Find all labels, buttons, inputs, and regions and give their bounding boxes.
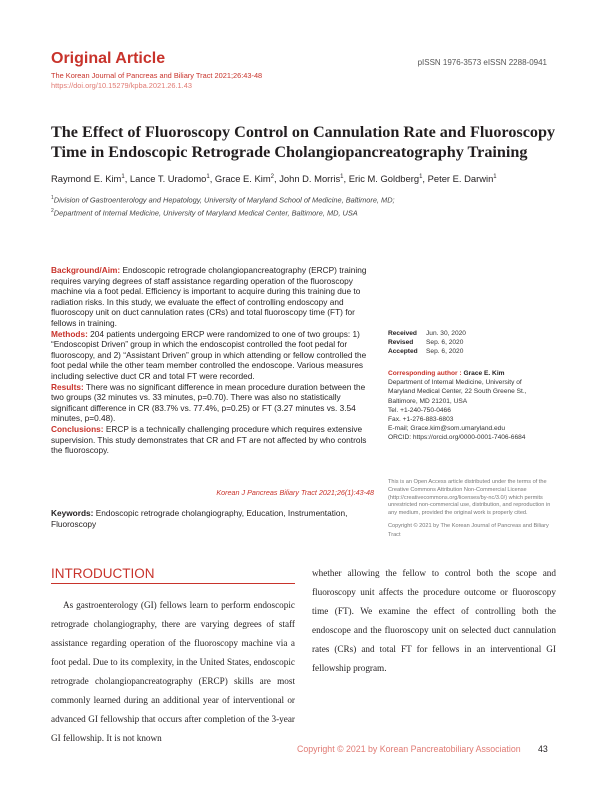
corresponding-line: Department of Internal Medicine, University of bbox=[388, 379, 522, 387]
author-name: Peter E. Darwin bbox=[427, 173, 494, 184]
author-name: Raymond E. Kim bbox=[51, 173, 122, 184]
date-value: Sep. 6, 2020 bbox=[426, 339, 464, 347]
author-affil-sup: 1 bbox=[206, 173, 210, 180]
date-value: Sep. 6, 2020 bbox=[426, 348, 464, 356]
date-label: Accepted bbox=[388, 348, 418, 356]
abstract-results-text: There was no significant difference in mean procedure duration between the two groups (32 minutes vs. 33 minutes, p=0.70). There was also no statistically significant difference in CR (83.7% vs. 77.4%, p=0.25) or FT (3.27 minutes vs. 3.54 minutes, p=0.48). bbox=[51, 381, 366, 424]
affiliation-sup: 2 bbox=[51, 207, 54, 214]
author-name: Grace E. Kim bbox=[214, 173, 271, 184]
corresponding-heading-row bbox=[388, 369, 553, 378]
affiliation-item bbox=[51, 206, 395, 219]
author-list: Raymond E. Kim$^1$, Lance T. Uradomo$^1$, Grace E. Kim$^2$, John D. Morris$^1$, Eric M. Goldberg$^1$, Peter E. Darwin$^1$ bbox=[51, 173, 497, 184]
introduction-paragraph: As gastroenterology (GI) fellows learn to perform endoscopic retrograde cholangiography, there are varying degrees of staff assistance regarding operation of the fluoroscopy machine via a foot pedal. Due to its complexity, in the United States, endoscopic retrograde cholangiopancreatography (ERCP) skills are most commonly learned during an additional year of interventional or advanced GI fellowship that occurs after completion of the 3-year GI fellowship. It is not known bbox=[51, 600, 295, 743]
author-affil-sup: 1 bbox=[419, 173, 423, 180]
corresponding-orcid[interactable]: ORCID: https://orcid.org/0000-0001-7406-6684 bbox=[388, 434, 526, 442]
date-label: Revised bbox=[388, 339, 414, 347]
footer-copyright: Copyright © 2021 by Korean Pancreatobiliary Association bbox=[297, 744, 521, 754]
corresponding-tel: Tel. +1-240-750-0466 bbox=[388, 406, 451, 414]
journal-citation-line: The Korean Journal of Pancreas and Biliary Tract 2021;26:43-48 bbox=[51, 71, 263, 80]
affiliation-sup: 1 bbox=[51, 195, 54, 201]
author-affil-sup: 1 bbox=[121, 173, 125, 180]
corresponding-author bbox=[388, 369, 553, 443]
corresponding-line: Maryland Medical Center, 22 South Greene St., bbox=[388, 388, 527, 396]
abstract-conclusions-label: Conclusions: bbox=[51, 423, 104, 434]
short-citation: Korean J Pancreas Biliary Tract 2021;26(1):43-48 bbox=[216, 488, 374, 497]
date-row-accepted bbox=[388, 347, 553, 356]
date-label: Received bbox=[388, 330, 417, 337]
corresponding-line: Baltimore, MD 21201, USA bbox=[388, 397, 468, 405]
introduction-column-2 bbox=[312, 564, 556, 678]
article-type-label: Original Article bbox=[51, 50, 166, 67]
affiliation-text: Division of Gastroenterology and Hepatology, University of Maryland School of Medicine, Baltimore, MD; bbox=[53, 195, 395, 205]
article-title: The Effect of Fluoroscopy Control on Cannulation Rate and Fluoroscopy Time in Endoscopic Retrograde Cholangiopancreatography Training bbox=[51, 123, 556, 161]
author-affil-sup: 2 bbox=[270, 173, 274, 180]
article-dates bbox=[388, 329, 553, 357]
abstract-background-text: Endoscopic retrograde cholangiopancreatography (ERCP) training requires varying degrees of staff assistance regarding operation of the fluoroscopy machine via a foot pedal. Efficiency is important to acquire during this training due to radiation risks. In this study, we evaluate the effect of controlling endoscopy and fluoroscopy unit on duct cannulation rates (CRs) and total fluoroscopy time (FT) for fellows in training. bbox=[51, 265, 367, 328]
introduction-paragraph: whether allowing the fellow to control both the scope and fluoroscopy unit affects the procedure outcome or fluoroscopy time (FT). We examine the effect of controlling both the endoscope and the fluoroscopy unit on selected duct cannulation rates (CRs) and total FT for fellows in an interventional GI fellowship program. bbox=[312, 568, 556, 673]
abstract bbox=[51, 265, 376, 456]
corresponding-name: Grace E. Kim bbox=[463, 370, 505, 377]
introduction-heading: INTRODUCTION bbox=[51, 566, 155, 581]
abstract-background-label: Background/Aim: bbox=[51, 265, 121, 275]
abstract-results-label: Results: bbox=[51, 381, 84, 392]
abstract-methods-text: 204 patients undergoing ERCP were randomized to one of two groups: 1) “Endoscopist Driven” group in which the endoscopist controlled the foot pedal for fluoroscopy, and 2) “Assistant Driven” group in which attending or fellow controlled the foot pedal while the other team member controlled the endoscope. Various measures including selective duct CR and total FT were recorded. bbox=[51, 328, 367, 381]
journal-copyright: Copyright © 2021 by The Korean Journal of Pancreas and Biliary Tract bbox=[388, 523, 549, 539]
introduction-column-1 bbox=[51, 596, 295, 748]
author-name: Lance T. Uradomo bbox=[129, 173, 207, 184]
keywords-label: Keywords: bbox=[51, 508, 94, 518]
author-affil-sup: 1 bbox=[340, 173, 344, 180]
date-row-received bbox=[388, 329, 553, 338]
affiliation-list bbox=[51, 193, 395, 219]
page-number: 43 bbox=[538, 744, 548, 754]
abstract-methods-label: Methods: bbox=[51, 328, 88, 339]
date-value: Jun. 30, 2020 bbox=[426, 330, 466, 337]
issn-line: pISSN 1976-3573 eISSN 2288-0941 bbox=[417, 58, 547, 67]
author-name: Eric M. Goldberg bbox=[348, 173, 420, 184]
doi-link[interactable]: https://doi.org/10.15279/kpba.2021.26.1.43 bbox=[51, 81, 192, 90]
open-access-notice: This is an Open Access article distributed under the terms of the Creative Commons Attribution Non-Commercial License (http://creativecommons.org/licenses/by-nc/3.0/) which permits unrestricted non-commercial use, distribution, and reproduction in any medium, provided the original work is properly cited. bbox=[388, 479, 551, 517]
affiliation-item bbox=[51, 193, 395, 206]
keywords-text: Endoscopic retrograde cholangiography, Education, Instrumentation, Fluoroscopy bbox=[51, 508, 348, 529]
date-row-revised bbox=[388, 338, 553, 347]
corresponding-fax: Fax. +1-276-883-6803 bbox=[388, 416, 454, 424]
affiliation-text: Department of Internal Medicine, University of Maryland Medical Center, Baltimore, MD, USA bbox=[53, 208, 358, 218]
keywords bbox=[51, 508, 371, 529]
corresponding-email[interactable]: E-mail; Grace.kim@som.umaryland.edu bbox=[388, 425, 505, 433]
section-divider bbox=[51, 583, 295, 584]
abstract-conclusions-text: ERCP is a technically challenging procedure which requires extensive supervision. This study demonstrates that CR and FT are not affected by who controls the fluoroscopy. bbox=[51, 423, 367, 456]
author-affil-sup: 1 bbox=[493, 173, 497, 180]
author-name: John D. Morris bbox=[279, 173, 341, 184]
corresponding-heading: Corresponding author : bbox=[388, 370, 464, 377]
